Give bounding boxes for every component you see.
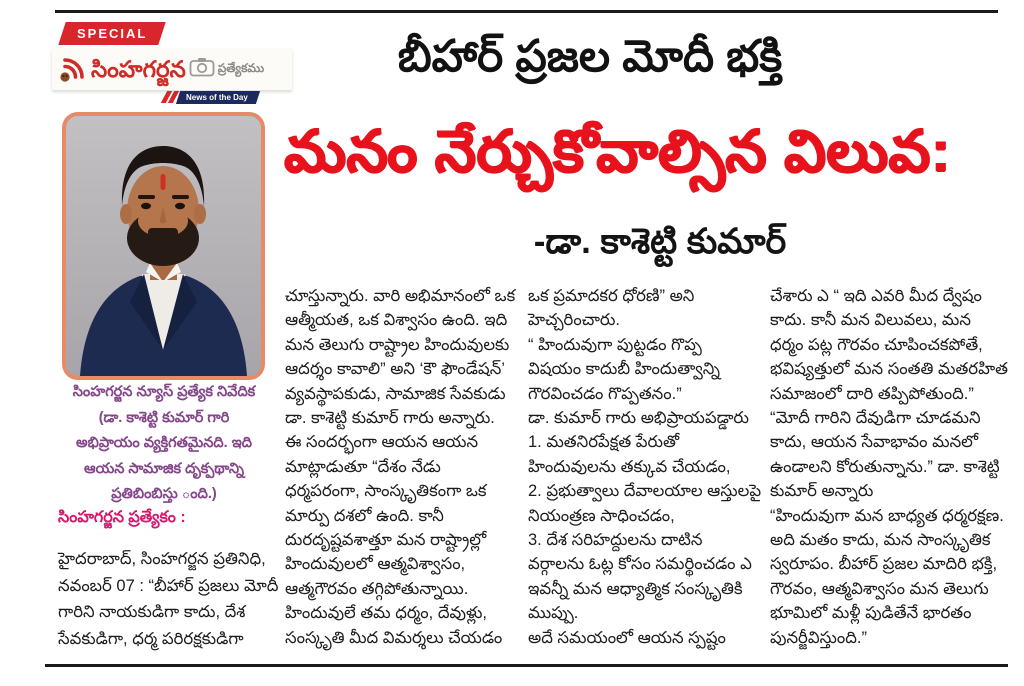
brand-suffix: ప్రత్యేకము xyxy=(217,60,265,75)
special-badge xyxy=(58,22,165,45)
article-column-1: హైదరాబాద్, సింహగర్జన ప్రతినిధి, నవంబర్ 07 : “బీహార్ ప్రజలు మోదీ గారిని నాయకుడిగా కాదు, దేశ సేవకుడిగా, ధర్మ పరిరక్షకుడిగా xyxy=(58,550,279,648)
top-divider-rule xyxy=(55,10,998,13)
byline-headline: -డా. కాశెట్టి కుమార్ xyxy=(533,222,787,261)
brand-name: సింహగర్జన xyxy=(91,55,186,82)
bottom-divider-rule xyxy=(45,664,1008,667)
logo-wifi-lion-icon xyxy=(56,51,88,88)
section-label: సింహగర్జన ప్రత్యేకం : xyxy=(58,509,186,526)
article-column-2: చూస్తున్నారు. వారి అభిమానంలో ఒక ఆత్మీయత, ఒక విశ్వాసం ఉంది. ఇది మన తెలుగు రాష్ట్రాల హిందువులకు ఆదర్శం కావాలి” అని ‘కౌ ఫౌండేషన్’ వ్యవస్థాపకుడు, సామాజిక సేవకుడు డా. కాశెట్టి కుమార్ గారు అన్నారు. ఈ సందర్భంగా ఆయన ఆయన మాట్లాడుతూ “దేశం నేడు ధర్మపరంగా, సాంస్కృతికంగా ఒక మార్పు దశలో ఉంది. కానీ దురదృష్టవశాత్తూ మన రాష్ట్రాల్లో హిందువులలో ఆత్మవిశ్వాసం, ఆత్మగౌరవం తగ్గిపోతున్నాయి. హిందువులే తమ ధర్మం, దేవుళ్లు, సంస్కృతి మీద విమర్శలు చేయడం xyxy=(285,287,516,647)
portrait-photo xyxy=(62,112,265,380)
article-column-3: ఒక ప్రమాదకర ధోరణి” అని హెచ్చరించారు. “ హిందువుగా పుట్టడం గొప్ప విషయం కాదుబీ హిందుత్వాన్ని గౌరవించడం గొప్పతనం.” డా. కుమార్ గారు అభిప్రాయపడ్డారు 1. మతనిరపేక్షత పేరుతో హిందువులను తక్కువ చేయడం, 2. ప్రభుత్వాలు దేవాలయాల ఆస్తులపై నియంత్రణ సాధించడం, 3. దేశ సరిహద్దులను దాటిన వర్గాలను ఓట్ల కోసం సమర్థించడం ఎ ఇవన్నీ మన ఆధ్యాత్మిక సంస్కృతికి ముప్పు. అదే సమయంలో ఆయన స్పష్టం xyxy=(528,287,762,647)
special-badge-label: SPECIAL xyxy=(76,26,148,41)
photo-caption: సింహగర్జన న్యూస్ ప్రత్యేక నివేదిక (డా. కాశెట్టి కుమార్ గారి అభిప్రాయం వ్యక్తిగతమైనది. ఇది ఆయన సామాజిక దృక్పథాన్ని ప్రతిబింబిస్తు ంది.) xyxy=(72,384,256,502)
main-headline: మనం నేర్చుకోవాల్సిన విలువ: xyxy=(284,119,952,184)
article-column-4: చేశారు ఎ “ ఇది ఎవరి మీద ద్వేషం కాదు. కానీ మన విలువలు, మన ధర్మం పట్ల గౌరవం చూపించకపోతే, భవిష్యత్తులో మన సంతతి మతరహిత సమాజంలో దారి తప్పిపోతుంది.” “మోదీ గారిని దేవుడిగా చూడమని కాదు, ఆయన సేవాభావం మనలో ఉండాలని కోరుతున్నాను.” డా. కాశెట్టి కుమార్ అన్నారు “హిందువుగా మన బాధ్యత ధర్మరక్షణ. అది మతం కాదు, మన సాంస్కృతిక స్వరూపం. బీహార్ ప్రజల మాదిరి భక్తి, గౌరవం, ఆత్మవిశ్వాసం మన తెలుగు భూమిలో మళ్లీ పుడితేనే భారతం పునర్జీవిస్తుంది.” xyxy=(770,287,1008,647)
camera-icon xyxy=(189,57,215,82)
kicker-headline: బీహార్ ప్రజల మోదీ భక్తి xyxy=(397,32,783,81)
tagline xyxy=(176,91,260,104)
tagline-bar xyxy=(164,90,294,104)
tagline-text: News of the Day xyxy=(186,92,248,102)
